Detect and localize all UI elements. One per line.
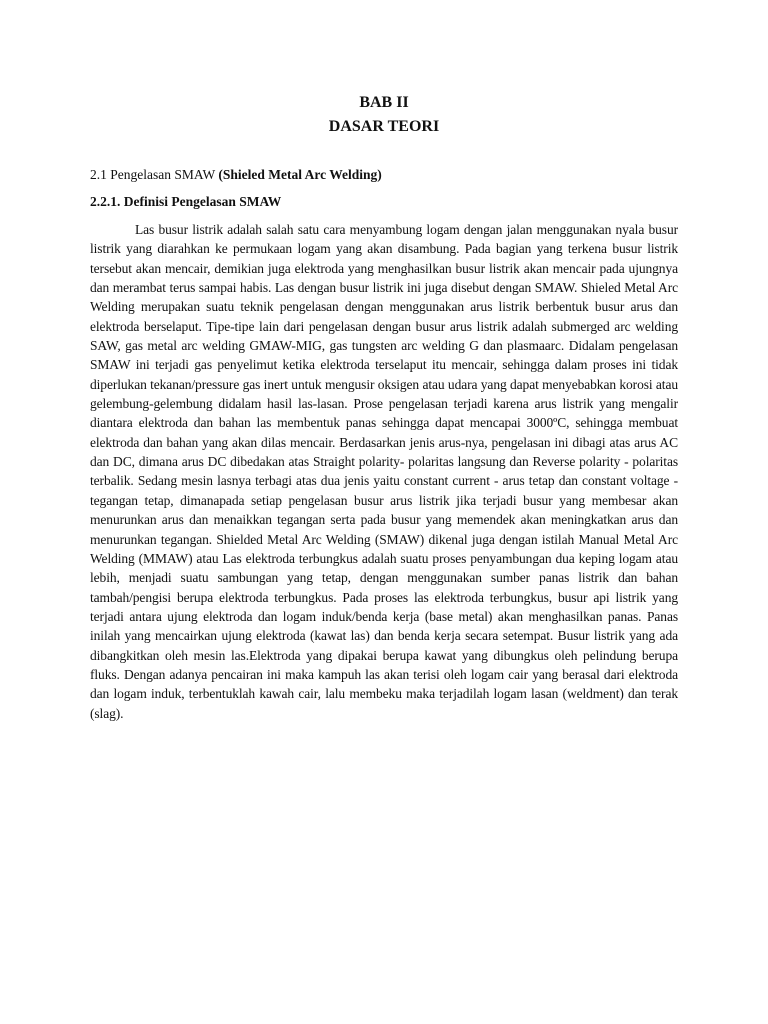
chapter-title: DASAR TEORI	[328, 118, 440, 135]
section-heading	[90, 166, 382, 184]
body-paragraph: Las busur listrik adalah salah satu cara menyambung logam dengan jalan menggunakan nyala busur listrik yang diarahkan ke permukaan logam yang akan disambung. Pada bagian yang terkena busur listrik tersebut akan mencair, demikian juga elektroda yang menghasilkan busur listrik akan mencair pada ujungnya dan merambat terus sampai habis. Las dengan busur listrik ini juga disebut dengan SMAW. Shieled Metal Arc Welding merupakan suatu teknik pengelasan dengan menggunakan arus listrik berbentuk busur arus dan elektroda berselaput. Tipe-tipe lain dari pengelasan dengan busur arus listrik adalah submerged arc welding SAW, gas metal arc welding GMAW-MIG, gas tungsten arc welding G dan plasmaarc. Didalam pengelasan SMAW ini terjadi gas penyelimut ketika elektroda terselaput itu mencair, sehingga dalam proses ini tidak diperlukan tekanan/pressure gas inert untuk mengusir oksigen atau udara yang dapat menyebabkan korosi atau gelembung-gelembung didalam hasil las-lasan. Prose pengelasan terjadi karena arus listrik yang mengalir diantara elektroda dan bahan las membentuk panas sehingga dapat mencapai 3000ºC, sehingga membuat elektroda dan bahan yang akan dilas mencair. Berdasarkan jenis arus-nya, pengelasan ini dibagi atas arus AC dan DC, dimana arus DC dibedakan atas Straight polarity- polaritas langsung dan Reverse polarity - polaritas terbalik. Sedang mesin lasnya terbagi atas dua jenis yaitu constant current - arus tetap dan constant voltage - tegangan tetap, dimanapada setiap pengelasan busur arus listrik jika terjadi busur yang membesar akan menurunkan arus dan menaikkan tegangan serta pada busur yang memendek akan meningkatkan arus dan menurunkan tegangan. Shielded Metal Arc Welding (SMAW) dikenal juga dengan istilah Manual Metal Arc Welding (MMAW) atau Las elektroda terbungkus adalah suatu proses penyambungan dua keping logam atau lebih, menjadi suatu sambungan yang tetap, dengan menggunakan sumber panas listrik dan bahan tambah/pengisi berupa elektroda terbungkus. Pada proses las elektroda terbungkus, busur api listrik yang terjadi antara ujung elektroda dan logam induk/benda kerja (base metal) akan menghasilkan panas. Panas inilah yang mencairkan ujung elektroda (kawat las) dan benda kerja secara setempat. Busur listrik yang ada dibangkitkan oleh mesin las.Elektroda yang dipakai berupa kawat yang dibungkus oleh pelindung berupa fluks. Dengan adanya pencairan ini maka kampuh las akan terisi oleh logam cair yang berasal dari elektroda dan logam induk, terbentuklah kawah cair, lalu membeku maka terjadilah logam lasan (weldment) dan terak (slag).	[90, 222, 678, 721]
subsection-heading: 2.2.1. Definisi Pengelasan SMAW	[90, 194, 282, 209]
chapter-number: BAB II	[359, 94, 409, 111]
section-heading-bold: (Shieled Metal Arc Welding)	[218, 167, 382, 182]
section-heading-prefix: 2.1 Pengelasan SMAW	[90, 167, 219, 182]
